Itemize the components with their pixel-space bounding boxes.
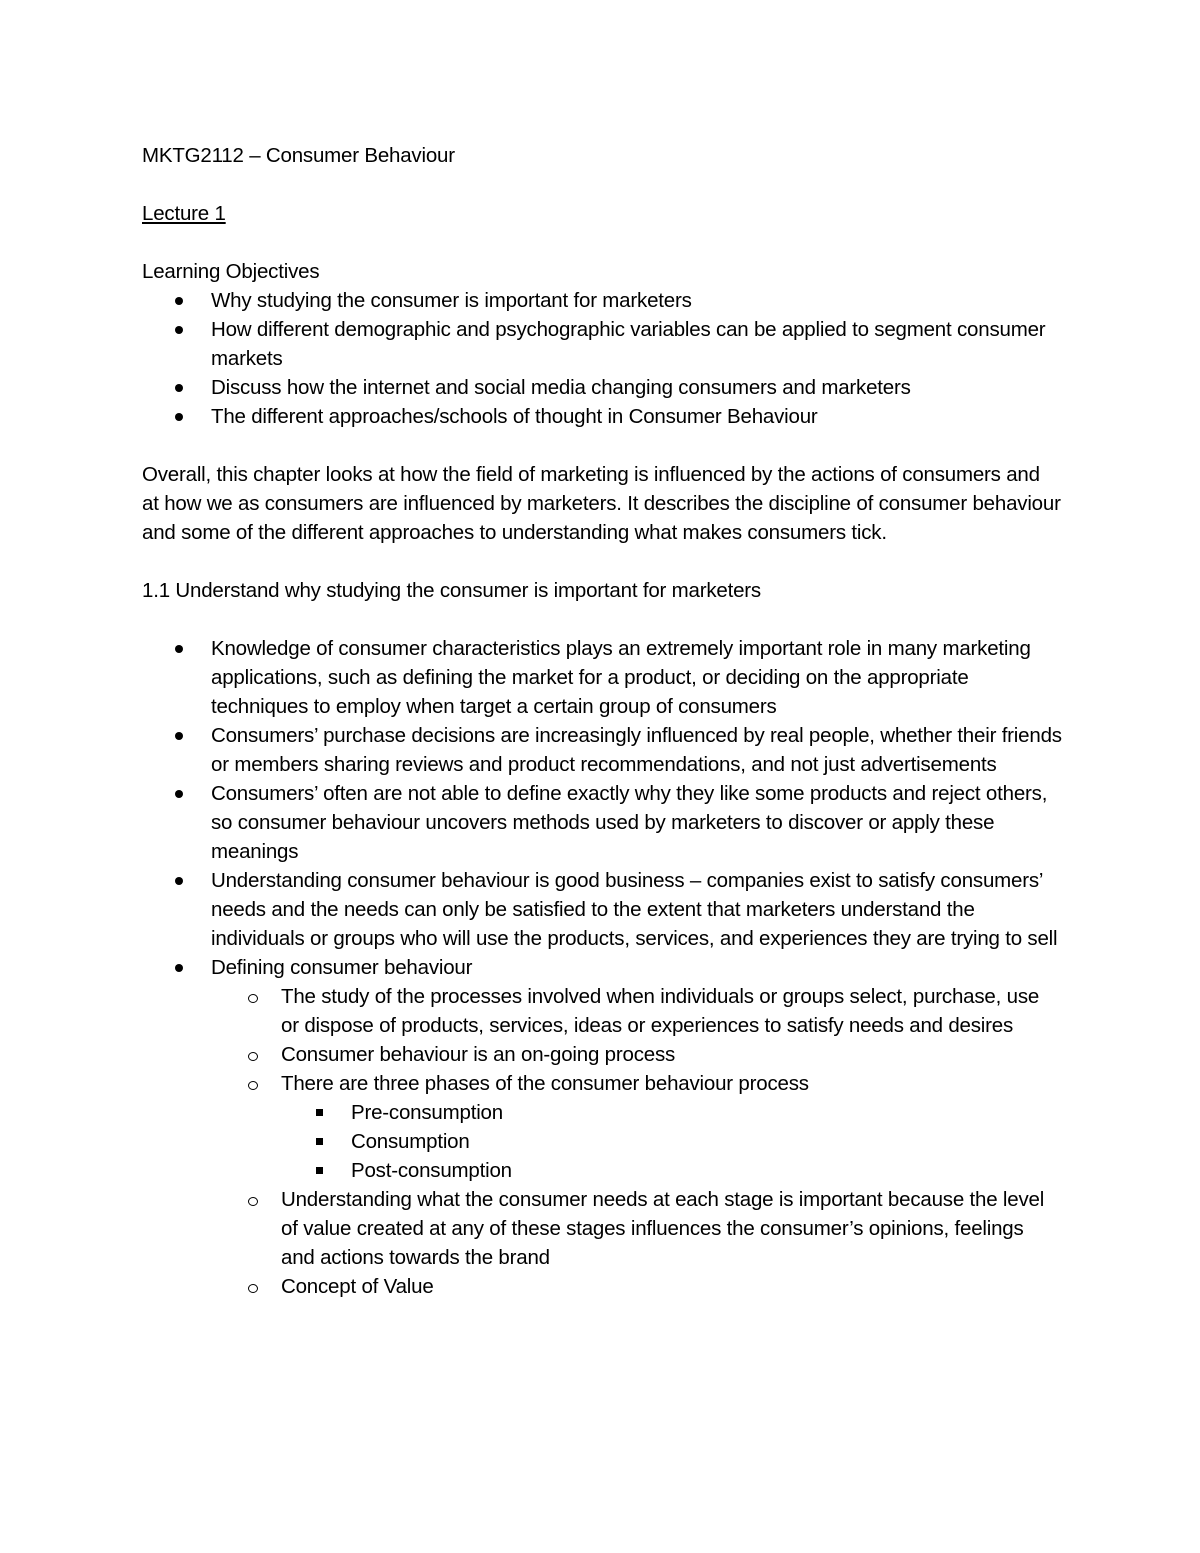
overview-paragraph: Overall, this chapter looks at how the field of marketing is influenced by the actions of consumers and at how we as consumers are influenced by marketers. It describes the discipline of consumer behaviour and some of the different approaches to understanding what makes consumers tick. — [142, 463, 1061, 544]
section-heading: 1.1 Understand why studying the consumer is important for marketers — [142, 579, 761, 602]
sub-list-item: Concept of Value — [211, 1272, 1062, 1301]
list-item: Consumers’ purchase decisions are increasingly influenced by real people, whether their friends or members sharing reviews and product recommendations, and not just advertisements — [142, 721, 1062, 779]
phase-item: Consumption — [281, 1127, 1062, 1156]
phase-item: Pre-consumption — [281, 1098, 1062, 1127]
sub-list-item-phases — [211, 1069, 1062, 1098]
sub-list-item: Consumer behaviour is an on-going process — [211, 1040, 1062, 1069]
defining-sublist — [142, 982, 1062, 1098]
document-body — [142, 141, 1062, 1301]
sub-list-item: The study of the processes involved when individuals or groups select, purchase, use or dispose of products, services, ideas or experiences to satisfy needs and desires — [211, 982, 1062, 1040]
list-item: Why studying the consumer is important for marketers — [142, 286, 1062, 315]
list-item: Consumers’ often are not able to define exactly why they like some products and reject others, so consumer behaviour uncovers methods used by marketers to discover or apply these meanings — [142, 779, 1062, 866]
phases-list — [142, 1098, 1062, 1185]
objectives-list — [142, 286, 1062, 431]
lecture-heading: Lecture 1 — [142, 202, 226, 225]
phase-item: Post-consumption — [281, 1156, 1062, 1185]
list-item: Understanding consumer behaviour is good business – companies exist to satisfy consumers’ needs and the needs can only be satisfied to the extent that marketers understand the individuals or groups who will use the products, services, and experiences they are trying to sell — [142, 866, 1062, 953]
sub-list-item-label: There are three phases of the consumer behaviour process — [281, 1072, 809, 1095]
document-title: MKTG2112 – Consumer Behaviour — [142, 144, 455, 167]
sub-list-item: Understanding what the consumer needs at each stage is important because the level of value created at any of these stages influences the consumer’s opinions, feelings and actions towards the brand — [211, 1185, 1062, 1272]
list-item-label: Defining consumer behaviour — [211, 956, 473, 979]
defining-sublist-continued — [142, 1185, 1062, 1301]
objectives-heading: Learning Objectives — [142, 260, 320, 283]
spacer — [142, 605, 1062, 634]
list-item: Discuss how the internet and social media changing consumers and marketers — [142, 373, 1062, 402]
list-item: How different demographic and psychographic variables can be applied to segment consumer markets — [142, 315, 1062, 373]
list-item: The different approaches/schools of thought in Consumer Behaviour — [142, 402, 1062, 431]
list-item: Knowledge of consumer characteristics plays an extremely important role in many marketing applications, such as defining the market for a product, or deciding on the appropriate techniques to employ when target a certain group of consumers — [142, 634, 1062, 721]
section-bullet-list — [142, 634, 1062, 982]
list-item-defining — [142, 953, 1062, 982]
